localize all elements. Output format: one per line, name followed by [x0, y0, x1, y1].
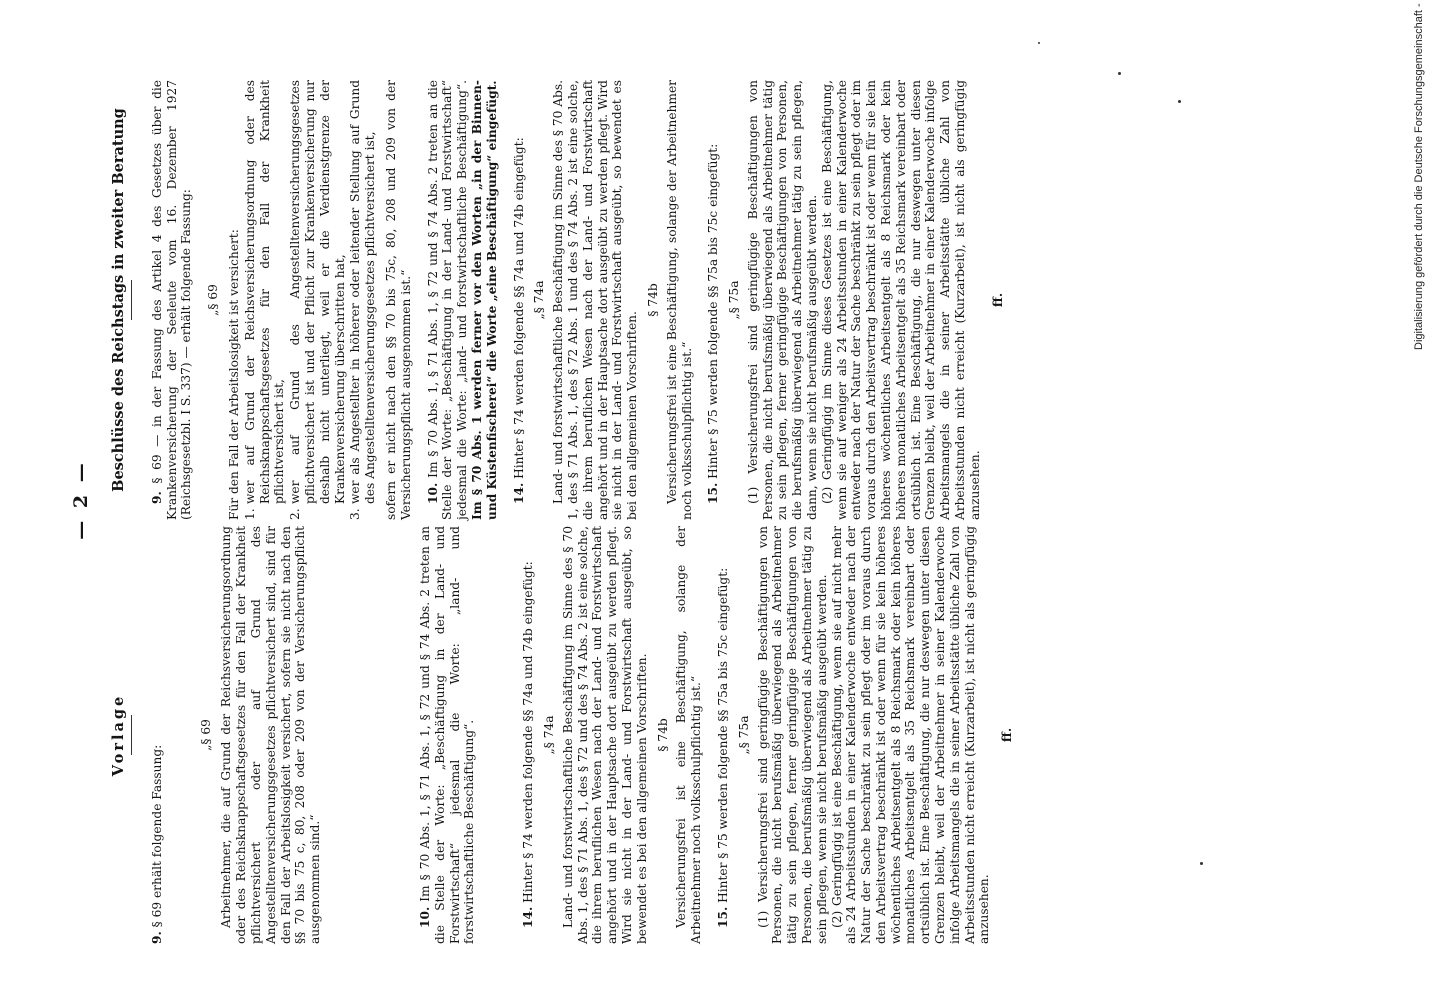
vorlage-heading: Vorlage	[110, 693, 127, 777]
page-number: — 2 —	[70, 460, 92, 540]
section-text: Versicherungsfrei ist eine Beschäftigung, solange der Arbeitnehmer noch volksschulpflichtig ist.“	[664, 80, 694, 520]
section-text: Arbeitnehmer, die auf Grund der Reichsversicherungsordnung oder des Reichsknappschaftsgesetzes für den Fall der Krankheit pflichtversichert oder auf Grund des Angestelltenversicherungsgesetzes pflichtversichert sind, sind für den Fall der Arbeitslosigkeit versichert, sofern sie nicht nach den §§ 70 bis 75 c, 80, 208 oder 209 von der Versicherungspflicht ausgenommen sind.“	[219, 526, 323, 944]
para-amendment: Im § 70 Abs. 1 werden ferner vor den Worten „in der Binnen- und Küstenfischerei“ die Worte „eine Beschäftigung“ eingefügt.	[469, 80, 499, 520]
list-item	[288, 80, 347, 520]
section-text: (2) Geringfügig ist eine Beschäftigung, wenn sie auf nicht mehr als 24 Arbeitsstunden in einer Kalenderwoche entweder nach der Natur der Sache beschränkt zu sein pflegt oder im voraus durch den Arbeitsvertrag beschränkt ist oder wenn für sie kein höheres wöchentliches Arbeitsentgelt als 8 Reichsmark oder kein höheres monatliches Arbeitsentgelt als 35 Reichsmark vereinbart oder ortsüblich ist. Eine Beschäftigung, die nur deswegen unter diesen Grenzen bleibt, weil der Arbeitnehmer in seiner Kalenderwoche infolge Arbeitsmangels die in seiner Arbeitsstätte übliche Zahl von Arbeitsstunden nicht erreicht (Kurzarbeit), ist nicht als geringfügig anzusehen.	[829, 526, 992, 944]
vorlage-para-9	[150, 526, 165, 944]
para-intro: Hinter § 74 werden folgende §§ 74a und 74b eingefügt:	[511, 137, 526, 479]
para-number: 9.	[149, 931, 164, 944]
section-tail: sofern er nicht nach den §§ 70 bis 75c, 80, 208 und 209 von der Versicherungspflicht ausgenommen ist.“	[383, 80, 413, 520]
section-heading: § 74b	[645, 283, 660, 317]
para-number: 10.	[417, 906, 432, 928]
continuation-mark: ff.	[990, 292, 1005, 308]
vorlage-para-10	[418, 526, 477, 944]
beschluesse-para-15	[706, 80, 721, 520]
section-heading: „§ 75a	[736, 715, 751, 755]
scan-speck	[1038, 42, 1040, 44]
para-intro: Hinter § 75 werden folgende §§ 75a bis 75c eingefügt:	[715, 567, 730, 903]
spacer	[500, 80, 512, 520]
spacer	[694, 80, 706, 520]
para-number: 15.	[706, 482, 721, 504]
para-number: 14.	[521, 906, 536, 928]
beschluesse-para-9	[150, 80, 194, 520]
spacer	[165, 526, 187, 944]
para-text: Im § 70 Abs. 1, § 71 Abs. 1, § 72 und § 74 Abs. 2 treten an die Stelle der Worte: „Beschäftigung in der Land- und Forstwirtschaft“ jedesmal die Worte: „land- und forstwirtschaftliche Beschäftigung“.	[417, 526, 477, 944]
list-item	[348, 80, 378, 520]
continuation-mark: ff.	[1000, 727, 1015, 743]
list-text: wer auf Grund der Reichsversicherungsordnung oder des Reichsknappschaftsgesetzes für den Fall der Krankheit pflichtversichert ist,	[242, 80, 287, 504]
beschluesse-heading: Beschlüsse des Reichstags in zweiter Beratung	[110, 108, 127, 492]
vorlage-para-15	[716, 526, 731, 944]
section-text: (1) Versicherungsfrei sind geringfügige Beschäftigungen von Personen, die nicht berufsmäßig überwiegend als Arbeitnehmer tätig zu sein pflegen, ferner geringfügige Beschäftigungen von Personen, die berufsmäßig überwiegend als Arbeitnehmer tätig zu sein pflegen, wenn sie nicht berufsmäßig ausgeübt werden.	[755, 526, 829, 944]
section-heading: „§ 74a	[541, 715, 556, 755]
section-text: Versicherungsfrei ist eine Beschäftigung, solange der Arbeitnehmer noch volksschulpflichtig ist.“	[674, 526, 704, 944]
beschluesse-para-10	[426, 80, 500, 520]
list-item	[243, 80, 287, 520]
para-intro: Hinter § 75 werden folgende §§ 75a bis 75c eingefügt:	[706, 143, 721, 479]
list-number: 2.	[288, 508, 303, 520]
list-number: 1.	[242, 508, 257, 520]
section-heading: „§ 75a	[727, 280, 742, 320]
scan-speck	[1178, 100, 1181, 103]
section-text: (1) Versicherungsfrei sind geringfügige Beschäftigungen von Personen, die nicht berufsmäßig überwiegend als Arbeitnehmer tätig zu sein pflegen, ferner geringfügige Beschäftigungen von Personen, die berufsmäßig überwiegend als Arbeitnehmer tätig zu sein pflegen, dann, wenn sie nicht berufsmäßig ausgeübt werden.	[745, 80, 820, 520]
list-number: 3.	[348, 508, 363, 520]
spacer	[477, 526, 521, 944]
section-heading: „§ 69	[198, 719, 213, 751]
section-text: (2) Geringfügig im Sinne dieses Gesetzes ist eine Beschäftigung, wenn sie auf weniger als 24 Arbeitsstunden in einer Kalenderwoche entweder nach der Natur der Sache beschränkt zu sein pflegt oder im voraus durch den Arbeitsvertrag beschränkt ist oder wenn für sie kein höheres wöchentliches Arbeitsentgelt als 8 Reichsmark oder kein höheres monatliches Arbeitsentgelt als 35 Reichsmark vereinbart oder ortsüblich ist. Eine Beschäftigung, die nur deswegen unter diesen Grenzen bleibt, weil der Arbeitnehmer in einer Kalenderwoche infolge Arbeitsmangels die in seiner Arbeitsstätte übliche Zahl von Arbeitsstunden nicht erreicht (Kurzarbeit), ist nicht als geringfügig anzusehen.	[819, 80, 982, 520]
list-text: wer als Angestellter in höherer oder leitender Stellung auf Grund des Angestelltenversicherungsgesetzes pflichtversichert ist,	[348, 80, 378, 504]
para-intro: § 69 erhält folgende Fassung:	[149, 744, 164, 928]
para-number: 9.	[149, 491, 164, 504]
vorlage-column	[108, 526, 1015, 944]
para-number: 10.	[425, 482, 440, 504]
spacer	[704, 526, 716, 944]
vorlage-para-14	[521, 526, 536, 944]
digitization-text	[1410, 3, 1428, 350]
section-text: Land- und forstwirtschaftliche Beschäftigung im Sinne des § 70 Abs. 1, des § 71 Abs. 1, des § 72 und des § 74 Abs. 2 ist eine solche, die ihrem beruflichen Wesen nach der Land- und Forstwirtschaft angehört und in der Hauptsache dort ausgeübt zu werden pflegt. Wird sie nicht in der Land- und Forstwirtschaft ausgeübt, so bewendet es bei den allgemeinen Vorschriften.	[560, 526, 649, 944]
scan-speck	[1200, 862, 1203, 865]
spacer	[414, 80, 426, 520]
heading-rule	[131, 280, 132, 320]
section-heading: „§ 74a	[532, 280, 547, 320]
digitization-sentence: Digitalisierung gefördert durch die Deutsche Forschungsgemeinschaft -	[1413, 3, 1425, 350]
para-text: Im § 70 Abs. 1, § 71 Abs. 1, § 72 und § 74 Abs. 2 treten an die Stelle der Worte: „Beschäftigung in der Land- und Forstwirtschaft“ jedesmal die Worte: „land- und forstwirtschaftliche Beschäftigung“.	[425, 79, 470, 520]
para-intro: Hinter § 74 werden folgende §§ 74a und 74b eingefügt:	[521, 561, 536, 903]
list-text: wer auf Grund des Angestelltenversicherungsgesetzes pflichtversichert ist und der Pflicht zur Krankenversicherung nur deshalb nicht unterliegt, weil er die Verdienstgrenze der Krankenversicherung überschritten hat,	[288, 80, 347, 504]
section-heading: § 74b	[655, 718, 670, 752]
scan-speck	[1118, 72, 1121, 75]
para-intro: § 69 — in der Fassung des Artikel 4 des Gesetzes über die Krankenversicherung der Seeleute vom 16. Dezember 1927 (Reichsgesetzbl. I S. 337) — erhält folgende Fassung:	[149, 79, 194, 520]
para-number: 14.	[511, 482, 526, 504]
digitization-note	[1410, 3, 1428, 350]
para-number: 15.	[715, 906, 730, 928]
section-lead: Für den Fall der Arbeitslosigkeit ist versichert:	[226, 229, 241, 520]
beschluesse-column	[108, 80, 1005, 520]
spacer	[323, 526, 418, 944]
section-heading: „§ 69	[206, 284, 221, 316]
beschluesse-para-14	[512, 80, 527, 520]
section-text: Land- und forstwirtschaftliche Beschäftigung im Sinne des § 70 Abs. 1, des § 71 Abs. 1, des § 72 Abs. 1 und des § 74 Abs. 2 ist eine solche, die ihrem beruflichen Wesen nach der Land- und Forstwirtschaft angehört und in der Hauptsache dort ausgeübt zu werden pflegt. Wird sie nicht in der Land- und Forstwirtschaft ausgeübt, so bewendet es bei den allgemeinen Vorschriften.	[551, 80, 640, 520]
heading-rule	[131, 715, 132, 755]
